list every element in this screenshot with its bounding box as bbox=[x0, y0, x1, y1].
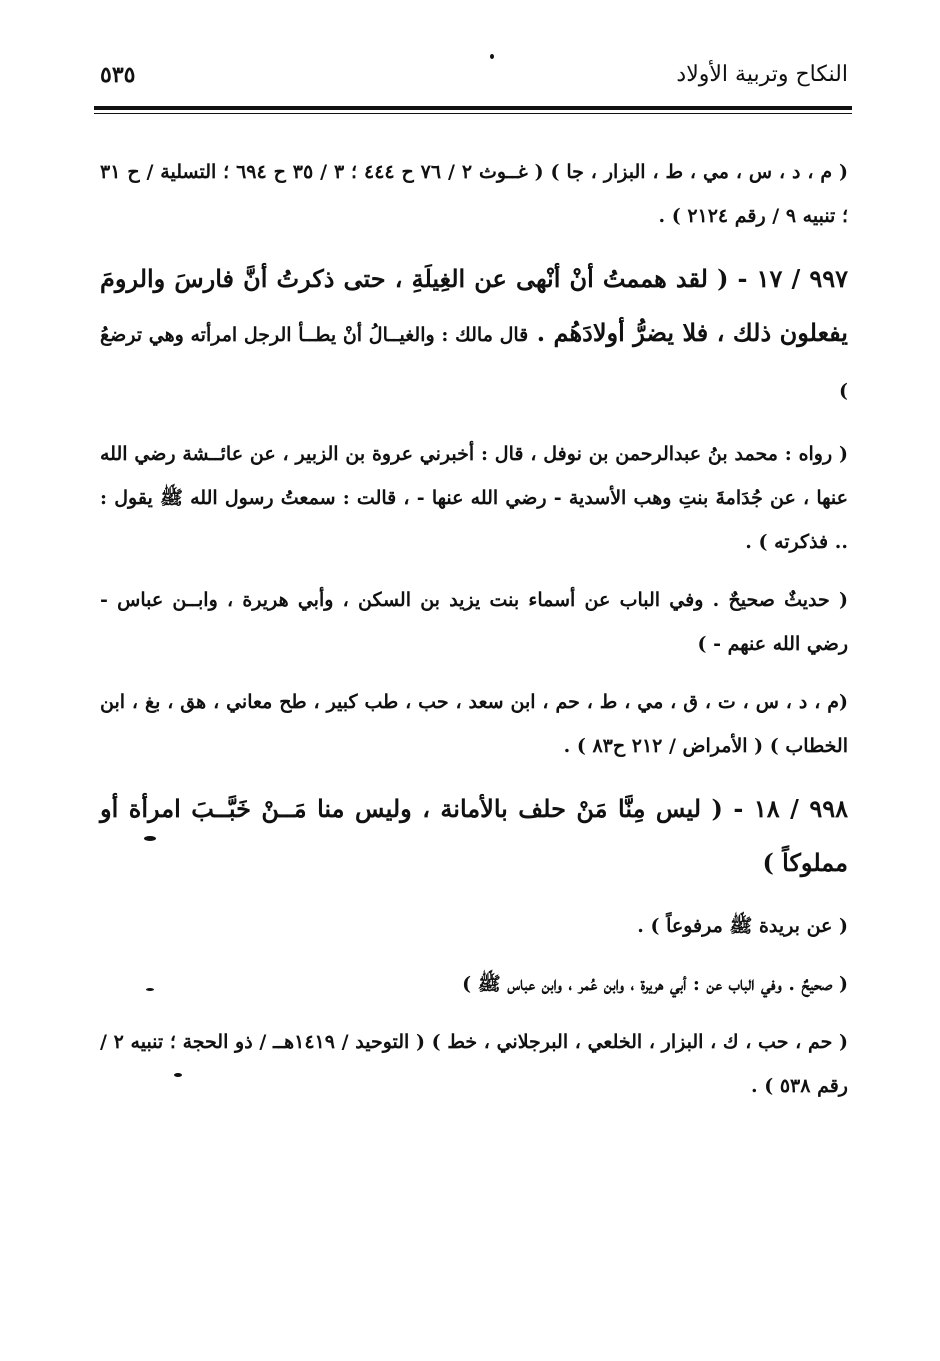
narration-paragraph: ( عن بريدة ﷺ مرفوعاً ) . bbox=[637, 915, 848, 937]
grading-paragraph: ( صحيحٌ . وفي الباب عن : أبي هريرة ، وابن عُمر ، وابن عباس ﷺ ) bbox=[462, 973, 848, 995]
citation-paragraph: ( م ، د ، س ، مي ، ط ، البزار ، جا ) ( غــوث ٢ / ٧٦ ح ٤٤٤ ؛ ٣ / ٣٥ ح ٦٩٤ ؛ التسلية / ح ٣١ ؛ تنبيه ٩ / رقم ٢١٢٤ ) . bbox=[100, 161, 849, 227]
citation-paragraph: ( حم ، حب ، ك ، البزار ، الخلعي ، البرجلاني ، خط ) ( التوحيد / ١٤١٩هــ / ذو الحجة ؛ تنبيه ٢ / رقم ٥٣٨ ) . bbox=[100, 1031, 848, 1097]
scan-speck bbox=[490, 54, 494, 59]
narration-paragraph: ( رواه : محمد بنُ عبدالرحمن بن نوفل ، قال : أخبرني عروة بن الزبير ، عن عائــشة رضي الله عنها ، عن جُدَامةَ بنتِ وهب الأسدية - رضي الله عنها - ، قالت : سمعتُ رسول الله ﷺ يقول : .. فذكرته ) . bbox=[100, 443, 848, 553]
hadith-997 bbox=[100, 252, 848, 418]
citation-paragraph: (م ، د ، س ، ت ، ق ، مي ، ط ، حم ، ابن سعد ، حب ، طب كبير ، طح معاني ، هق ، بغ ، ابن الخطاب ) ( الأمراض / ٢١٢ ح٨٣ ) . bbox=[100, 691, 848, 757]
hadith-998: ٩٩٨ / ١٨ - ( ليس مِنَّا مَنْ حلف بالأمانة ، وليس منا مَــنْ خَبَّــبَ امرأة أو مملوكاً ) bbox=[100, 794, 848, 877]
header-rule-thin bbox=[94, 113, 852, 114]
page-number: ٥٣٥ bbox=[100, 62, 136, 88]
header-rule bbox=[94, 106, 852, 110]
scan-speck bbox=[144, 836, 156, 841]
scan-speck bbox=[146, 988, 154, 991]
grading-paragraph: ( حديثٌ صحيحٌ . وفي الباب عن أسماء بنت يزيد بن السكن ، وأبي هريرة ، وابــن عباس - رضي الله عنهم - ) bbox=[100, 589, 848, 655]
scan-speck bbox=[174, 1073, 182, 1077]
page-header bbox=[100, 60, 848, 100]
running-title: النكاح وتربية الأولاد bbox=[676, 62, 848, 87]
hadith-997-text: ٩٩٧ / ١٧ - ( لقد هممتُ أنْ أنْهى عن الغِيلَةِ ، حتى ذكرتُ أنَّ فارسَ والرومَ يفعلون ذلك ، فلا يضرُّ أولادَهُم . bbox=[100, 264, 849, 347]
page-body bbox=[100, 150, 848, 1122]
hadith-997-explanation: قال مالك : والغيــالُ أنْ يطــأ الرجل امرأته وهي ترضعُ ) bbox=[100, 324, 848, 402]
